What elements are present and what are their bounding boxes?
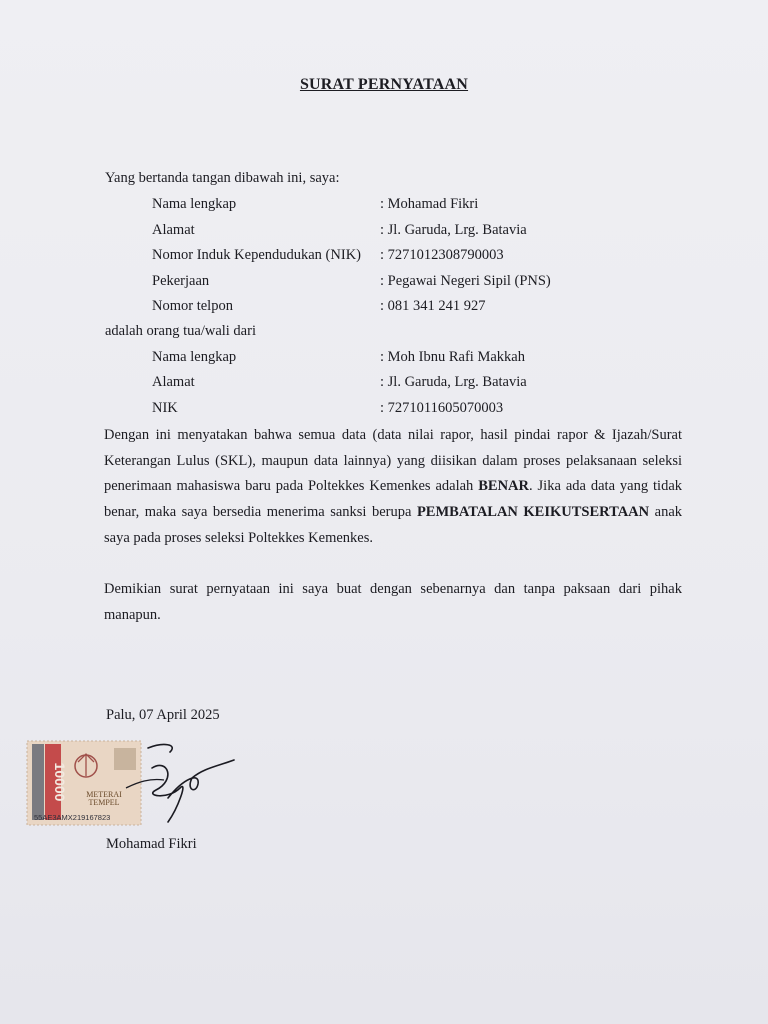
signer-name: Mohamad Fikri — [106, 836, 197, 852]
declarant-name-label: Nama lengkap — [152, 196, 237, 212]
child-address-label: Alamat — [152, 374, 195, 390]
declarant-name-value: : Mohamad Fikri — [380, 196, 479, 212]
statement-text-3: anak saya pada proses seleksi Poltekkes Kemenkes. — [104, 504, 683, 546]
relation-text: adalah orang tua/wali dari — [105, 323, 256, 339]
child-name-value: : Moh Ibnu Rafi Makkah — [380, 349, 525, 365]
child-address-value: : Jl. Garuda, Lrg. Batavia — [380, 374, 527, 390]
place-date: Palu, 07 April 2025 — [106, 707, 220, 723]
document-title: SURAT PERNYATAAN — [299, 76, 469, 93]
declarant-address-label: Alamat — [152, 222, 195, 238]
child-nik-value: : 7271011605070003 — [380, 400, 504, 416]
declarant-address-value: : Jl. Garuda, Lrg. Batavia — [380, 222, 527, 238]
stamp-amount: 10000 — [52, 762, 68, 802]
declarant-occupation-value: : Pegawai Negeri Sipil (PNS) — [380, 273, 551, 289]
stamp-serial: 55AE3AMX219167823 — [34, 813, 111, 822]
statement-bold-benar: BENAR — [478, 478, 529, 495]
stamp-line2: TEMPEL — [88, 798, 120, 807]
declarant-nik-value: : 7271012308790003 — [380, 247, 504, 263]
declarant-occupation-label: Pekerjaan — [152, 273, 210, 289]
child-nik-label: NIK — [152, 400, 178, 416]
stamp-line1: METERAI — [86, 790, 122, 799]
declarant-nik-label: Nomor Induk Kependudukan (NIK) — [152, 247, 361, 263]
declarant-phone-value: : 081 341 241 927 — [380, 298, 486, 314]
statement-bold-pembatalan: PEMBATALAN KEIKUTSERTAAN — [416, 504, 650, 521]
statement-text-1: Dengan ini menyatakan bahwa semua data (data nilai rapor, hasil pindai rapor & Ijazah/Surat Keterangan Lulus (SKL), maupun data lainnya) yang diisikan dalam proses pelaksanaan seleksi penerimaan mahasiswa baru pada Poltekkes Kemenkes adalah — [104, 427, 682, 495]
child-name-label: Nama lengkap — [152, 349, 237, 365]
statement-text-2: . Jika ada data yang tidak benar, maka saya bersedia menerima sanksi berupa — [104, 478, 683, 521]
statement-paragraph — [104, 423, 682, 552]
handwritten-signature — [108, 738, 238, 828]
closing-paragraph: Demikian surat pernyataan ini saya buat dengan sebenarnya dan tanpa paksaan dari pihak manapun. — [104, 581, 682, 623]
declarant-phone-label: Nomor telpon — [152, 298, 233, 314]
intro-text: Yang bertanda tangan dibawah ini, saya: — [105, 170, 340, 186]
